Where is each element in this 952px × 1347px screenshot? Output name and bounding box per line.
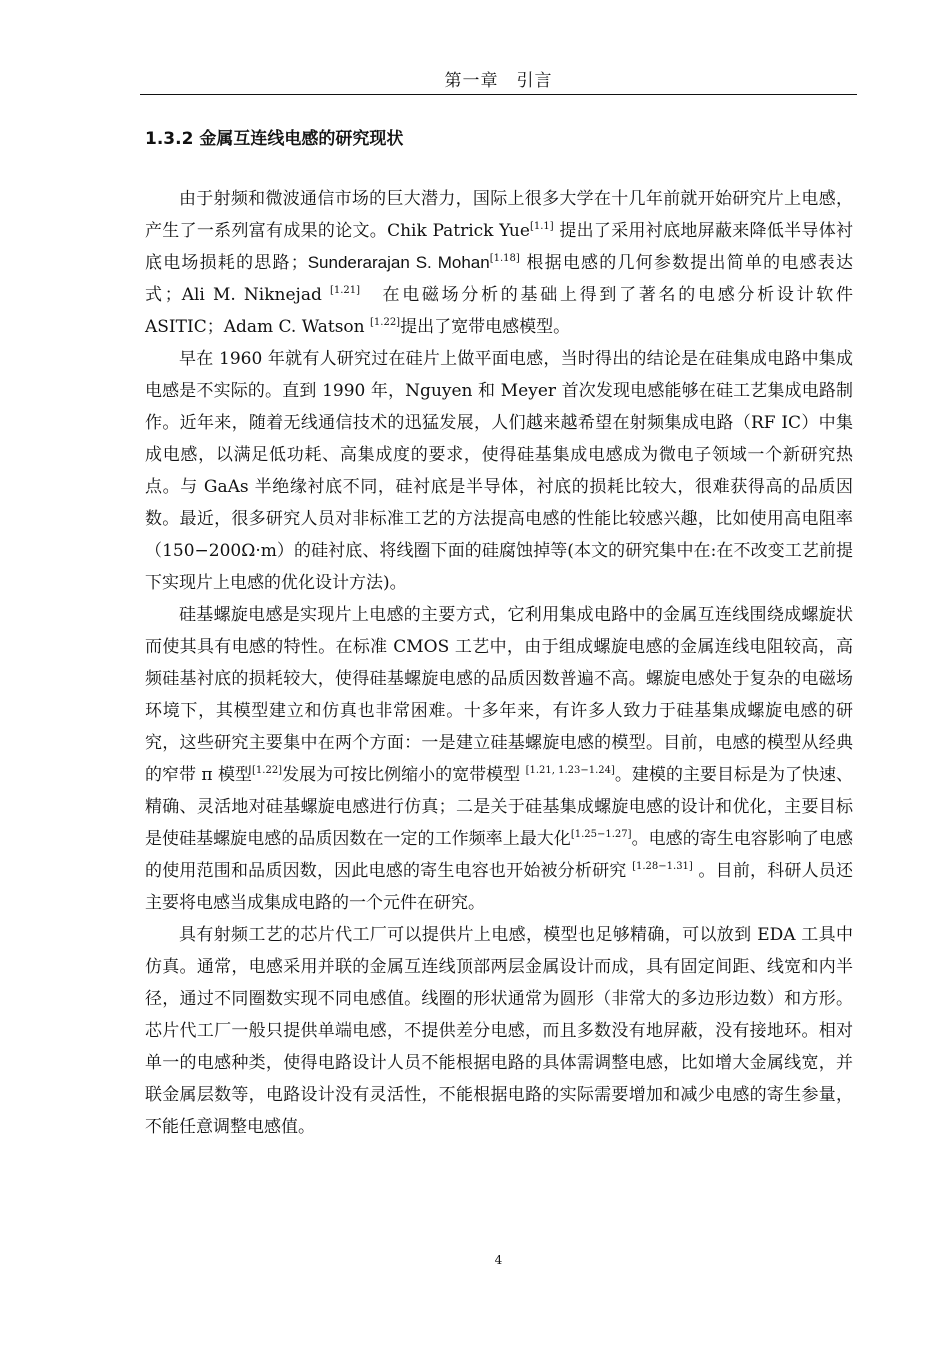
author-name: Sunderarajan S. Mohan <box>307 253 490 272</box>
paragraph-3: 硅基螺旋电感是实现片上电感的主要方式，它利用集成电路中的金属互连线围绕成螺旋状而使其具有电感的特性。在标准 CMOS 工艺中，由于组成螺旋电感的金属连线电阻较高，高频硅基衬底的损耗较大，使得硅基螺旋电感的品质因数普遍不高。螺旋电感处于复杂的电磁场环境下，其模型建立和仿真也非常困难。十多年来，有许多人致力于硅基集成螺旋电感的研究，这些研究主要集中在两个方面：一是建立硅基螺旋电感的模型。目前，电感的模型从经典的窄带 π 模型[1.22]发展为可按比例缩小的宽带模型 [1.21, 1.23−1.24]。建模的主要目标是为了快速、精确、灵活地对硅基螺旋电感进行仿真；二是关于硅基集成螺旋电感的设计和优化，主要目标是使硅基螺旋电感的品质因数在一定的工作频率上最大化[1.25−1.27]。电感的寄生电容影响了电感的使用范围和品质因数，因此电感的寄生电容也开始被分析研究 [1.28−1.31] 。目前，科研人员还主要将电感当成集成电路的一个元件在研究。 <box>145 605 854 913</box>
citation: [1.21] <box>329 285 361 296</box>
page-number: 4 <box>494 1253 503 1267</box>
citation: [1.22] <box>370 317 401 328</box>
citation: [1.1] <box>529 221 554 232</box>
citation: [1.22] <box>252 765 283 776</box>
citation: [1.28−1.31] <box>632 861 693 872</box>
citation: [1.21, 1.23−1.24] <box>525 765 615 776</box>
header-rule <box>140 94 857 95</box>
paragraph-2: 早在 1960 年就有人研究过在硅片上做平面电感，当时得出的结论是在硅集成电路中集成电感是不实际的。直到 1990 年，Nguyen 和 Meyer 首次发现电感能够在硅工艺集成电路制作。近年来，随着无线通信技术的迅猛发展，人们越来越希望在射频集成电路（RF IC）中集成电感，以满足低功耗、高集成度的要求，使得硅基集成电感成为微电子领域一个新研究热点。与 GaAs 半绝缘衬底不同，硅衬底是半导体，衬底的损耗比较大，很难获得高的品质因数。最近，很多研究人员对非标准工艺的方法提高电感的性能比较感兴趣，比如使用高电阻率（150−200Ω·m）的硅衬底、将线圈下面的硅腐蚀掉等(本文的研究集中在:在不改变工艺前提下实现片上电感的优化设计方法)。 <box>145 349 853 593</box>
citation: [1.25−1.27] <box>570 829 632 840</box>
citation: [1.18] <box>489 253 520 264</box>
section-heading: 1.3.2 金属互连线电感的研究现状 <box>145 129 404 149</box>
paragraph-1: 由于射频和微波通信市场的巨大潜力，国际上很多大学在十几年前就开始研究片上电感，产生了一系列富有成果的论文。Chik Patrick Yue[1.1] 提出了采用衬底地屏蔽来降低半导体衬底电场损耗的思路；Sunderarajan S. Mohan[1.18] 根据电感的几何参数提出简单的电感表达式；Ali M. Niknejad [1.21] 在电磁场分析的基础上得到了著名的电感分析设计软件 ASITIC；Adam C. Watson [1.22]提出了宽带电感模型。 <box>145 189 854 337</box>
paragraph-4: 具有射频工艺的芯片代工厂可以提供片上电感，模型也足够精确，可以放到 EDA 工具中仿真。通常，电感采用并联的金属互连线顶部两层金属设计而成，具有固定间距、线宽和内半径，通过不同圈数实现不同电感值。线圈的形状通常为圆形（非常大的多边形边数）和方形。芯片代工厂一般只提供单端电感，不提供差分电感，而且多数没有地屏蔽，没有接地环。相对单一的电感种类，使得电路设计人员不能根据电路的具体需调整电感，比如增大金属线宽，并联金属层数等，电路设计没有灵活性，不能根据电路的实际需要增加和减少电感的寄生参量，不能任意调整电感值。 <box>145 925 853 1137</box>
body-text <box>145 183 853 1143</box>
running-header: 第一章 引言 <box>444 71 553 91</box>
